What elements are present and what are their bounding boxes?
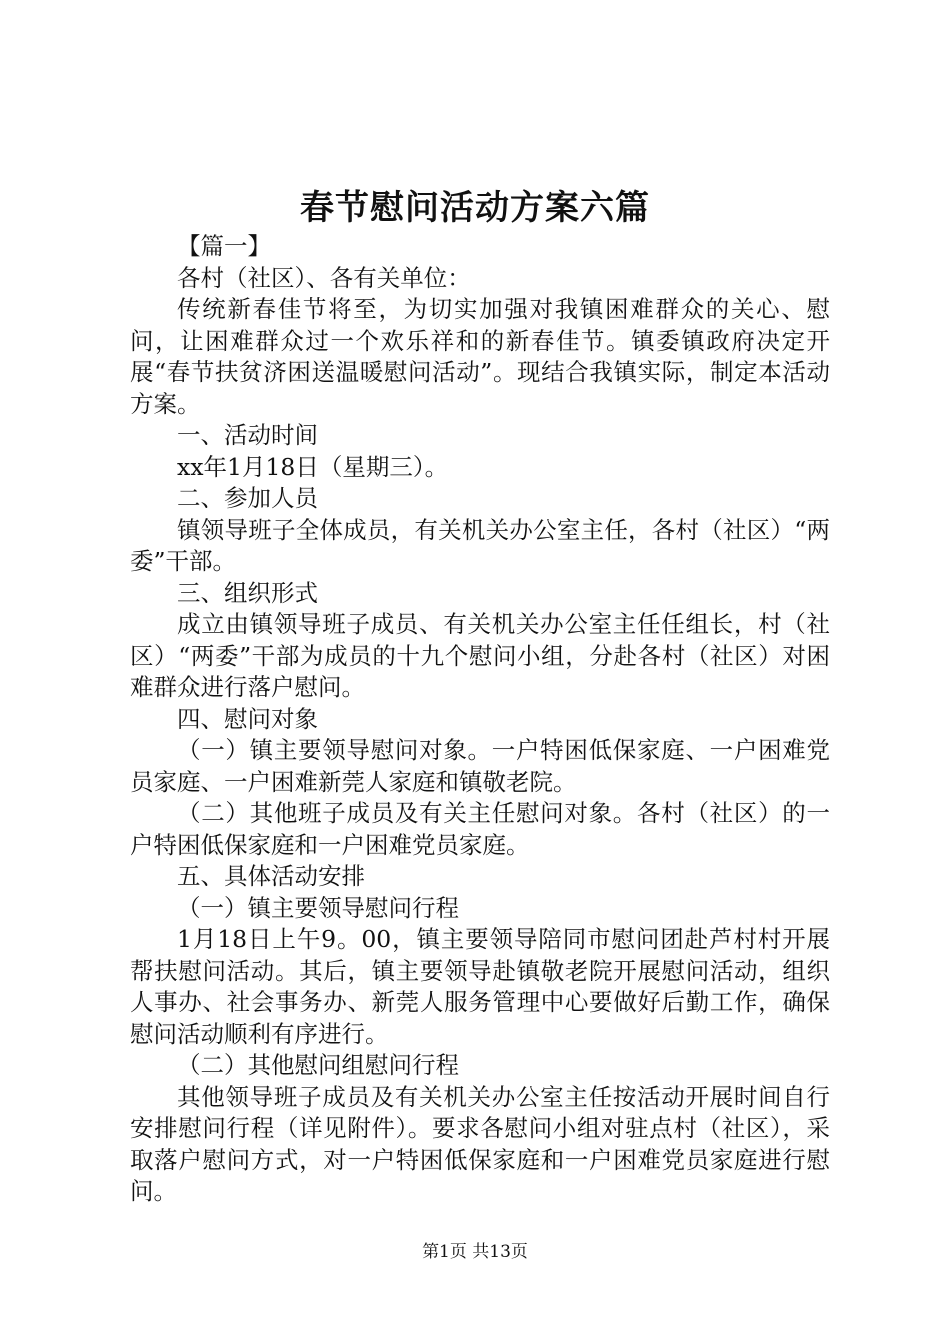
heading-arrangements: 五、具体活动安排 (177, 862, 365, 890)
organization-text: 成立由镇领导班子成员、有关机关办公室主任任组长，村（社区）“两委”干部为成员的十九个慰问小组，分赴各村（社区）对困难群众进行落户慰问。 (130, 610, 830, 701)
activity-time-text: xx年1月18日（星期三）。 (177, 452, 449, 481)
page-footer: 第1页 共13页 (422, 1242, 528, 1262)
other-groups-text: 其他领导班子成员及有关机关办公室主任按活动开展时间自行安排慰问行程（详见附件）。要求各慰问小组对驻点村（社区），采取落户慰问方式，对一户特困低保家庭和一户困难党员家庭进行慰问。 (130, 1082, 830, 1205)
heading-activity-time: 一、活动时间 (177, 421, 318, 449)
section-marker: 【篇一】 (177, 232, 271, 260)
subheading-other-groups: （二）其他慰问组慰问行程 (177, 1051, 459, 1079)
intro-paragraph: 传统新春佳节将至，为切实加强对我镇困难群众的关心、慰问，让困难群众过一个欢乐祥和的新春佳节。镇委镇政府决定开展“春节扶贫济困送温暖慰问活动”。现结合我镇实际，制定本活动方案。 (130, 295, 830, 418)
heading-organization: 三、组织形式 (177, 578, 318, 607)
recipients-item-2: （二）其他班子成员及有关主任慰问对象。各村（社区）的一户特困低保家庭和一户困难党员家庭。 (130, 799, 830, 859)
recipients-item-1: （一）镇主要领导慰问对象。一户特困低保家庭、一户困难党员家庭、一户困难新莞人家庭和镇敬老院。 (130, 736, 830, 796)
main-leaders-text: 1月18日上午9。00，镇主要领导陪同市慰问团赴芦村村开展帮扶慰问活动。其后，镇主要领导赴镇敬老院开展慰问活动，组织人事办、社会事务办、新莞人服务管理中心要做好后勤工作，确保慰问活动顺利有序进行。 (130, 925, 830, 1048)
document-title: 春节慰问活动方案六篇 (300, 188, 650, 228)
document-body (130, 231, 830, 1208)
salutation: 各村（社区）、各有关单位： (177, 263, 471, 292)
participants-text: 镇领导班子全体成员，有关机关办公室主任，各村（社区）“两委”干部。 (130, 515, 830, 575)
subheading-main-leaders: （一）镇主要领导慰问行程 (177, 893, 459, 922)
heading-participants: 二、参加人员 (177, 484, 318, 512)
heading-recipients: 四、慰问对象 (177, 704, 318, 733)
